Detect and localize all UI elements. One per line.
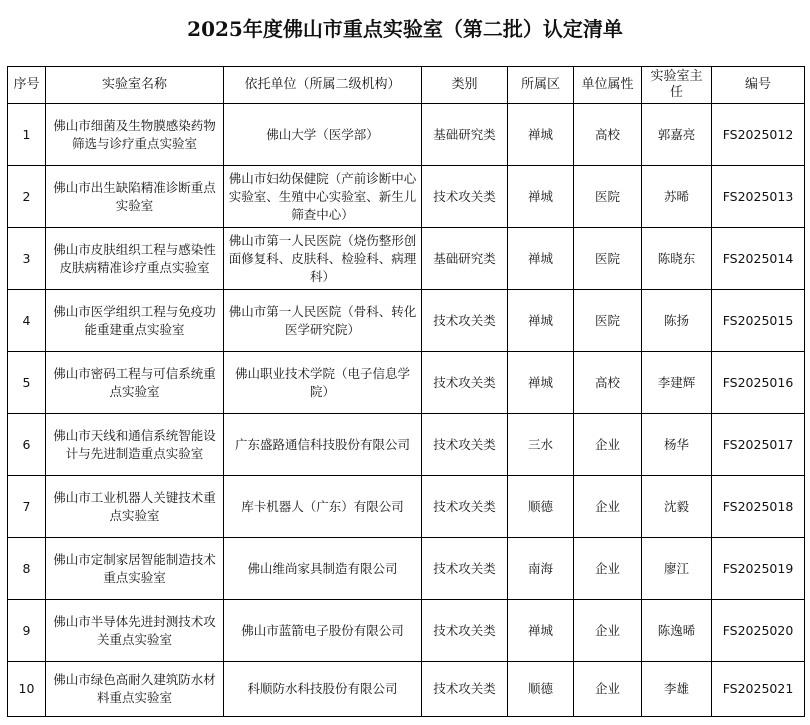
row-unit: 佛山市妇幼保健院（产前诊断中心实验室、生殖中心实验室、新生儿筛查中心）: [224, 166, 422, 228]
row-lab-name: 佛山市半导体先进封测技术攻关重点实验室: [46, 600, 224, 662]
row-code: FS2025020: [712, 600, 805, 662]
row-code: FS2025012: [712, 104, 805, 166]
row-type: 技术攻关类: [422, 290, 508, 352]
row-code: FS2025021: [712, 662, 805, 717]
row-unit: 佛山市第一人民医院（烧伤整形创面修复科、皮肤科、检验科、病理科）: [224, 228, 422, 290]
header-unit: 依托单位（所属二级机构）: [224, 67, 422, 104]
row-lab-name: 佛山市天线和通信系统智能设计与先进制造重点实验室: [46, 414, 224, 476]
header-row: [8, 67, 805, 104]
row-attr: 医院: [574, 166, 642, 228]
header-code: 编号: [712, 67, 805, 104]
row-seq: 8: [8, 538, 46, 600]
row-type: 技术攻关类: [422, 538, 508, 600]
row-unit: 库卡机器人（广东）有限公司: [224, 476, 422, 538]
row-unit: 佛山职业技术学院（电子信息学院）: [224, 352, 422, 414]
row-director: 苏晞: [642, 166, 712, 228]
row-unit: 佛山维尚家具制造有限公司: [224, 538, 422, 600]
row-district: 顺德: [508, 476, 574, 538]
row-lab-name: 佛山市细菌及生物膜感染药物筛选与诊疗重点实验室: [46, 104, 224, 166]
row-code: FS2025016: [712, 352, 805, 414]
row-lab-name: 佛山市医学组织工程与免疫功能重建重点实验室: [46, 290, 224, 352]
row-director: 陈逸晞: [642, 600, 712, 662]
row-unit: 佛山市蓝箭电子股份有限公司: [224, 600, 422, 662]
row-code: FS2025013: [712, 166, 805, 228]
row-type: 基础研究类: [422, 104, 508, 166]
row-lab-name: 佛山市皮肤组织工程与感染性皮肤病精准诊疗重点实验室: [46, 228, 224, 290]
row-director: 陈晓东: [642, 228, 712, 290]
table-row: [8, 352, 805, 414]
table-row: [8, 662, 805, 717]
header-director: 实验室主任: [642, 67, 712, 104]
row-district: 禅城: [508, 228, 574, 290]
table-row: [8, 290, 805, 352]
header-seq: 序号: [8, 67, 46, 104]
row-attr: 企业: [574, 476, 642, 538]
row-attr: 高校: [574, 104, 642, 166]
row-director: 李建辉: [642, 352, 712, 414]
row-code: FS2025014: [712, 228, 805, 290]
row-unit: 广东盛路通信科技股份有限公司: [224, 414, 422, 476]
row-seq: 5: [8, 352, 46, 414]
row-type: 技术攻关类: [422, 476, 508, 538]
table-row: [8, 104, 805, 166]
row-attr: 企业: [574, 538, 642, 600]
row-attr: 企业: [574, 414, 642, 476]
row-director: 郭嘉亮: [642, 104, 712, 166]
lab-list-table: [7, 66, 805, 717]
table-row: [8, 228, 805, 290]
row-district: 禅城: [508, 352, 574, 414]
row-type: 基础研究类: [422, 228, 508, 290]
row-code: FS2025019: [712, 538, 805, 600]
table-row: [8, 600, 805, 662]
row-district: 禅城: [508, 166, 574, 228]
row-type: 技术攻关类: [422, 414, 508, 476]
document-title: 2025年度佛山市重点实验室（第二批）认定清单: [187, 17, 623, 41]
row-seq: 6: [8, 414, 46, 476]
row-seq: 1: [8, 104, 46, 166]
row-attr: 企业: [574, 662, 642, 717]
header-attr: 单位属性: [574, 67, 642, 104]
row-seq: 10: [8, 662, 46, 717]
row-lab-name: 佛山市出生缺陷精准诊断重点实验室: [46, 166, 224, 228]
row-seq: 4: [8, 290, 46, 352]
row-director: 杨华: [642, 414, 712, 476]
table-row: [8, 476, 805, 538]
row-attr: 医院: [574, 290, 642, 352]
row-lab-name: 佛山市密码工程与可信系统重点实验室: [46, 352, 224, 414]
row-seq: 3: [8, 228, 46, 290]
row-unit: 佛山大学（医学部）: [224, 104, 422, 166]
row-director: 廖江: [642, 538, 712, 600]
row-district: 禅城: [508, 290, 574, 352]
row-lab-name: 佛山市工业机器人关键技术重点实验室: [46, 476, 224, 538]
row-director: 沈毅: [642, 476, 712, 538]
table-row: [8, 166, 805, 228]
header-district: 所属区: [508, 67, 574, 104]
row-district: 禅城: [508, 104, 574, 166]
row-director: 李雄: [642, 662, 712, 717]
row-type: 技术攻关类: [422, 166, 508, 228]
row-type: 技术攻关类: [422, 352, 508, 414]
row-seq: 2: [8, 166, 46, 228]
row-seq: 9: [8, 600, 46, 662]
row-district: 禅城: [508, 600, 574, 662]
row-district: 南海: [508, 538, 574, 600]
row-unit: 科顺防水科技股份有限公司: [224, 662, 422, 717]
row-unit: 佛山市第一人民医院（骨科、转化医学研究院）: [224, 290, 422, 352]
row-type: 技术攻关类: [422, 662, 508, 717]
row-code: FS2025018: [712, 476, 805, 538]
row-code: FS2025015: [712, 290, 805, 352]
row-district: 三水: [508, 414, 574, 476]
row-lab-name: 佛山市绿色高耐久建筑防水材料重点实验室: [46, 662, 224, 717]
row-code: FS2025017: [712, 414, 805, 476]
row-type: 技术攻关类: [422, 600, 508, 662]
header-name: 实验室名称: [46, 67, 224, 104]
table-row: [8, 414, 805, 476]
row-attr: 医院: [574, 228, 642, 290]
row-seq: 7: [8, 476, 46, 538]
row-attr: 高校: [574, 352, 642, 414]
row-lab-name: 佛山市定制家居智能制造技术重点实验室: [46, 538, 224, 600]
table-row: [8, 538, 805, 600]
row-attr: 企业: [574, 600, 642, 662]
row-district: 顺德: [508, 662, 574, 717]
row-director: 陈扬: [642, 290, 712, 352]
header-type: 类别: [422, 67, 508, 104]
